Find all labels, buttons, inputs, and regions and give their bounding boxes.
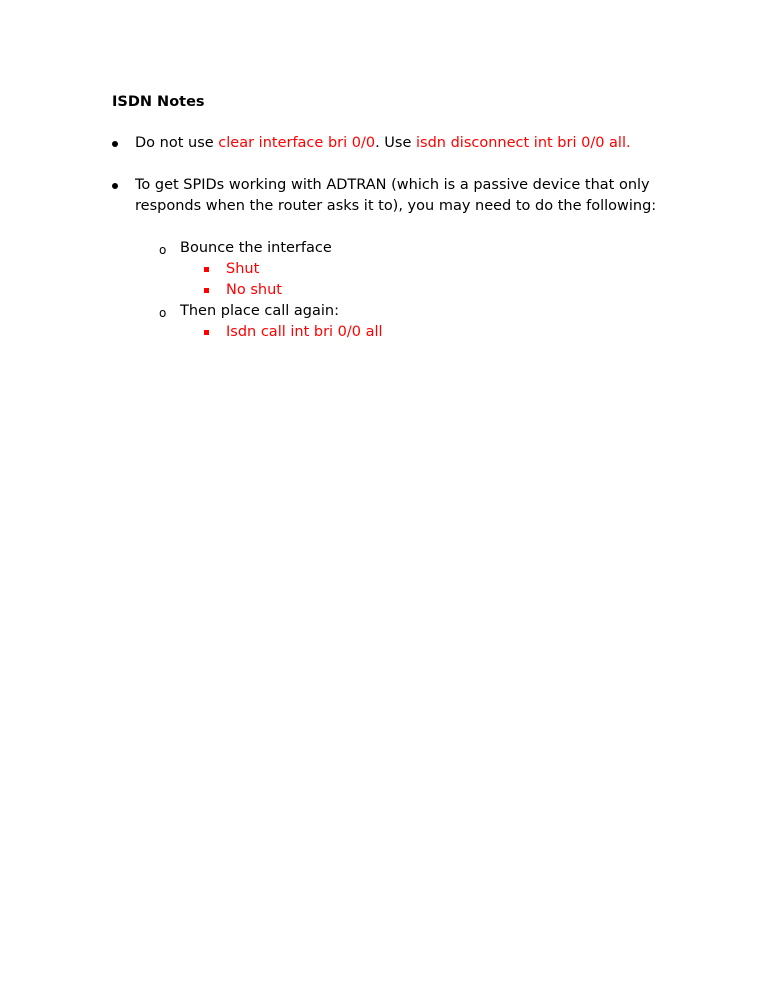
- page-title: ISDN Notes: [112, 94, 205, 110]
- bullet-item-spids-line1: To get SPIDs working with ADTRAN (which is a passive device that only: [135, 177, 650, 193]
- bullet-item-spids-line2: responds when the router asks it to), you may need to do the following:: [135, 198, 657, 214]
- bullet-icon: [112, 141, 118, 147]
- square-bullet-icon: [204, 288, 209, 293]
- sub-bullet-icon: o: [159, 243, 167, 257]
- bullet1-mid: . Use: [375, 135, 416, 151]
- sub-item-bounce-interface: Bounce the interface: [180, 240, 332, 256]
- command-no-shut: No shut: [226, 282, 282, 298]
- bullet-item-clear-interface: [135, 133, 631, 154]
- bullet1-prefix: Do not use: [135, 135, 219, 151]
- command-isdn-disconnect: isdn disconnect int bri 0/0 all: [416, 135, 626, 151]
- command-isdn-call: Isdn call int bri 0/0 all: [226, 324, 383, 340]
- command-clear-interface: clear interface bri 0/0: [218, 135, 376, 151]
- sub-bullet-icon: o: [159, 306, 167, 320]
- square-bullet-icon: [204, 267, 209, 272]
- command-shut: Shut: [226, 261, 260, 277]
- bullet-icon: [112, 183, 118, 189]
- sub-item-place-call: Then place call again:: [180, 303, 339, 319]
- bullet1-suffix: .: [626, 135, 631, 151]
- square-bullet-icon: [204, 330, 209, 335]
